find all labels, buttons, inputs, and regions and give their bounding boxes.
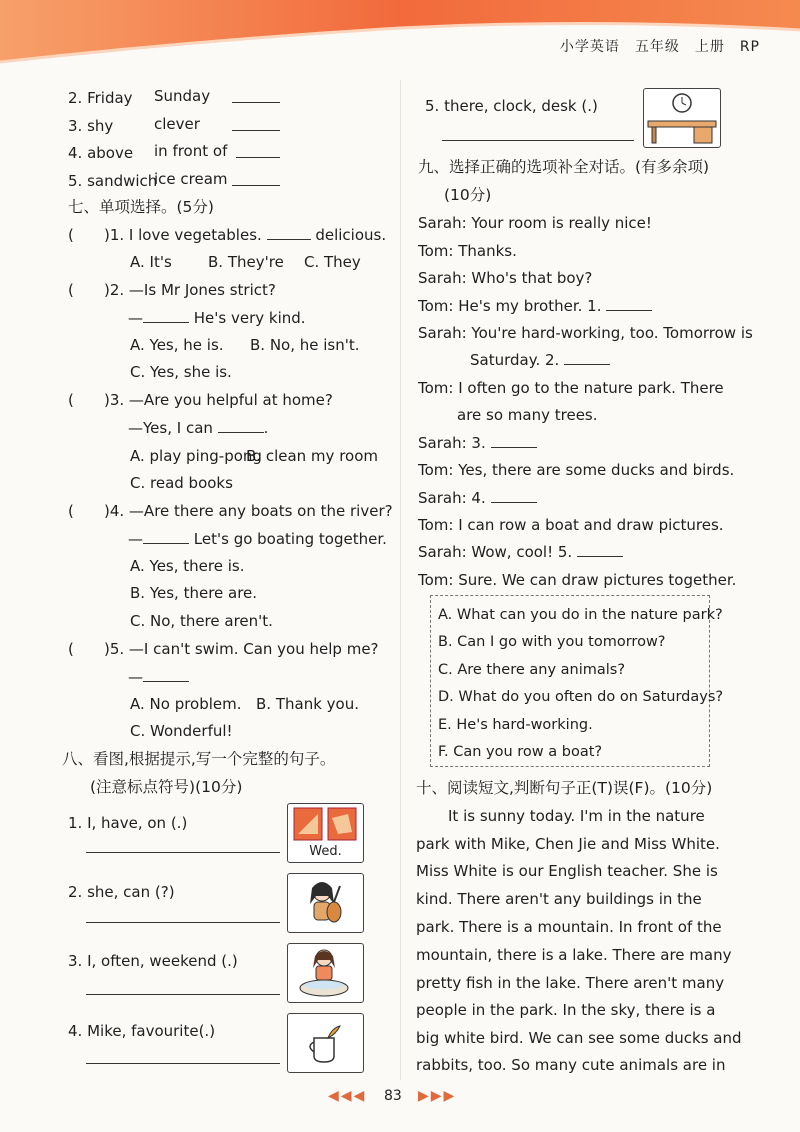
answer-blank[interactable]: [143, 308, 189, 323]
section-10-title: 十、阅读短文,判断句子正(T)误(F)。(10分): [416, 779, 713, 797]
washing-icon: [288, 944, 363, 1002]
match-row-word: clever: [154, 115, 200, 133]
question-stem: )3. —Are you helpful at home?: [104, 391, 333, 409]
dialogue-line: Sarah: 4.: [418, 488, 537, 508]
passage-line: mountain, there is a lake. There are many: [416, 946, 732, 964]
dialogue-line: Sarah: 3.: [418, 433, 537, 453]
dialogue-option: B. Can I go with you tomorrow?: [438, 634, 666, 650]
answer-blank[interactable]: [491, 488, 537, 503]
dialogue-line: Tom: Thanks.: [418, 242, 517, 260]
match-row-word: Sunday: [154, 87, 211, 105]
reply-line: — Let's go boating together.: [128, 530, 387, 548]
reply-line: —Yes, I can .: [128, 419, 269, 437]
writing-line[interactable]: [442, 140, 634, 141]
match-row-num: 4. above: [68, 144, 134, 162]
dialogue-line: Saturday. 2.: [470, 350, 610, 370]
answer-paren[interactable]: (: [68, 226, 74, 244]
passage-line: kind. There aren't any buildings in the: [416, 890, 702, 908]
option: A. No problem.: [130, 695, 242, 713]
sentence-prompt: 2. she, can (?): [68, 883, 175, 901]
passage-line: rabbits, too. So many cute animals are in: [416, 1056, 726, 1074]
calendar-label: Wed.: [309, 844, 342, 859]
option: B. No, he isn't.: [250, 336, 360, 354]
option: A. Yes, there is.: [130, 557, 245, 575]
answer-blank[interactable]: [218, 418, 264, 433]
question-stem: )4. —Are there any boats on the river?: [104, 502, 393, 520]
match-row-num: 3. shy: [68, 117, 114, 135]
dialogue-line: Sarah: Your room is really nice!: [418, 214, 652, 232]
option: A. It's: [130, 253, 172, 271]
picture-tea-cup: [287, 1013, 364, 1073]
dialogue-line: Tom: Yes, there are some ducks and birds.: [418, 461, 735, 479]
match-row-num: 2. Friday: [68, 89, 133, 107]
next-page-arrows[interactable]: ▶▶▶: [418, 1088, 457, 1104]
picture-clock-desk: [643, 88, 721, 148]
section-7-title: 七、单项选择。(5分): [68, 198, 214, 216]
writing-line[interactable]: [86, 852, 280, 853]
answer-paren[interactable]: (: [68, 640, 74, 658]
sentence-prompt: 3. I, often, weekend (.): [68, 952, 238, 970]
answer-paren[interactable]: (: [68, 391, 74, 409]
answer-blank[interactable]: [232, 102, 280, 103]
reply-line: —: [128, 667, 189, 687]
dialogue-line: Tom: Sure. We can draw pictures together.: [418, 571, 737, 589]
picture-girl-playing-pipa: [287, 873, 364, 933]
section-9-score: (10分): [444, 186, 492, 204]
sentence-prompt: 5. there, clock, desk (.): [425, 97, 598, 115]
writing-line[interactable]: [86, 994, 280, 995]
reply-line: — He's very kind.: [128, 309, 306, 327]
cup-icon: [288, 1014, 363, 1072]
picture-calendar: [287, 803, 364, 863]
clock-desk-icon: [644, 89, 720, 147]
dialogue-line: Tom: He's my brother. 1.: [418, 296, 652, 316]
option: C. Yes, she is.: [130, 363, 232, 381]
section-9-title: 九、选择正确的选项补全对话。(有多余项): [418, 158, 710, 176]
option: C. Wonderful!: [130, 722, 233, 740]
option: A. play ping-pong: [130, 447, 262, 465]
dialogue-option: D. What do you often do on Saturdays?: [438, 689, 724, 705]
dialogue-option: C. Are there any animals?: [438, 662, 626, 678]
girl-music-icon: [288, 874, 363, 932]
prev-page-arrows[interactable]: ◀◀◀: [328, 1088, 367, 1104]
answer-blank[interactable]: [577, 542, 623, 557]
option: C. read books: [130, 474, 233, 492]
passage-line: It is sunny today. I'm in the nature: [448, 807, 705, 825]
passage-line: pretty fish in the lake. There aren't many: [416, 974, 725, 992]
question-stem: )2. —Is Mr Jones strict?: [104, 281, 276, 299]
book-title: 小学英语 五年级 上册 RP: [559, 39, 760, 55]
dialogue-line: Sarah: Who's that boy?: [418, 269, 593, 287]
sentence-prompt: 1. I, have, on (.): [68, 814, 188, 832]
answer-blank[interactable]: [143, 667, 189, 682]
dialogue-option: F. Can you row a boat?: [438, 744, 603, 760]
answer-blank[interactable]: [491, 433, 537, 448]
answer-paren[interactable]: (: [68, 281, 74, 299]
match-row-word: in front of: [154, 142, 228, 160]
answer-blank[interactable]: [143, 529, 189, 544]
writing-line[interactable]: [86, 1063, 280, 1064]
option: A. Yes, he is.: [130, 336, 224, 354]
option: B. Yes, there are.: [130, 584, 258, 602]
dialogue-line: are so many trees.: [457, 406, 598, 424]
match-row-num: 5. sandwich: [68, 172, 158, 190]
passage-line: Miss White is our English teacher. She is: [416, 862, 718, 880]
option: B. Thank you.: [256, 695, 359, 713]
answer-blank[interactable]: [232, 185, 280, 186]
passage-line: people in the park. In the sky, there is a: [416, 1001, 716, 1019]
option: B. clean my room: [246, 447, 378, 465]
answer-blank[interactable]: [564, 350, 610, 365]
question-stem: )5. —I can't swim. Can you help me?: [104, 640, 379, 658]
section-8-note: (注意标点符号)(10分): [90, 778, 243, 796]
answer-blank[interactable]: [236, 157, 280, 158]
question-stem: )1. I love vegetables. delicious.: [104, 226, 387, 244]
picture-girl-washing-clothes: [287, 943, 364, 1003]
passage-line: park. There is a mountain. In front of the: [416, 918, 722, 936]
answer-blank[interactable]: [232, 130, 280, 131]
calendar-icon: [288, 804, 363, 844]
match-row-word: ice cream: [154, 170, 228, 188]
sentence-prompt: 4. Mike, favourite(.): [68, 1022, 216, 1040]
dialogue-line: Sarah: You're hard-working, too. Tomorrow is: [418, 324, 753, 342]
dialogue-option: E. He's hard-working.: [438, 717, 593, 733]
dialogue-line: Tom: I can row a boat and draw pictures.: [418, 516, 724, 534]
page-number: 83: [384, 1088, 402, 1104]
passage-line: big white bird. We can see some ducks and: [416, 1029, 742, 1047]
answer-paren[interactable]: (: [68, 502, 74, 520]
option: C. No, there aren't.: [130, 612, 273, 630]
section-8-title: 八、看图,根据提示,写一个完整的句子。: [62, 750, 336, 768]
dialogue-line: Sarah: Wow, cool! 5.: [418, 542, 623, 562]
answer-blank[interactable]: [267, 225, 311, 240]
passage-line: park with Mike, Chen Jie and Miss White.: [416, 835, 720, 853]
dialogue-option: A. What can you do in the nature park?: [438, 607, 723, 623]
dialogue-line: Tom: I often go to the nature park. There: [418, 379, 724, 397]
column-divider: [400, 80, 401, 1080]
answer-blank[interactable]: [606, 296, 652, 311]
writing-line[interactable]: [86, 922, 280, 923]
option: C. They: [304, 253, 361, 271]
option: B. They're: [208, 253, 284, 271]
